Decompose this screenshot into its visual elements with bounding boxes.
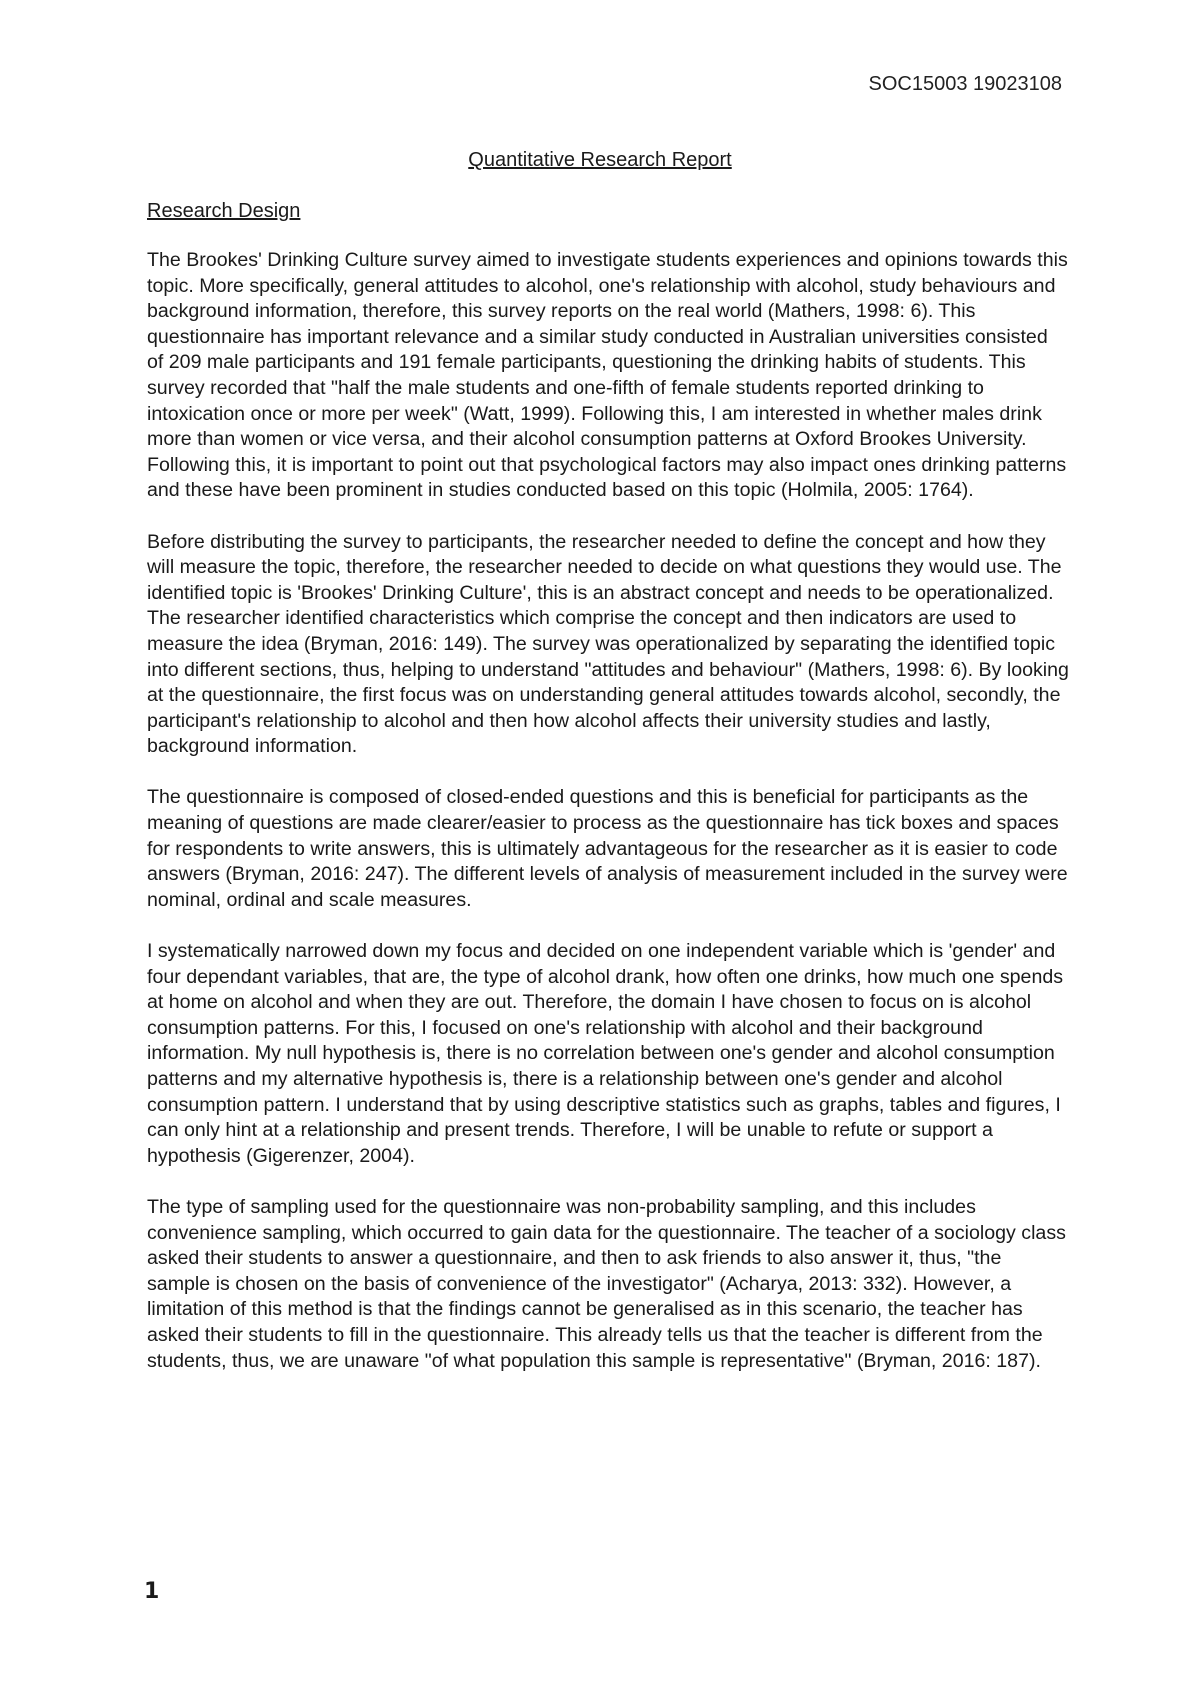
document-body <box>147 248 1069 1400</box>
paragraph-3: The questionnaire is composed of closed-ended questions and this is beneficial for participants as the meaning of questions are made clearer/easier to process as the questionnaire has tick boxes and spaces for respondents to write answers, this is ultimately advantageous for the researcher as it is easier to code answers (Bryman, 2016: 247). The different levels of analysis of measurement included in the survey were nominal, ordinal and scale measures. <box>147 786 1068 911</box>
section-heading-research-design: Research Design <box>147 200 301 222</box>
student-code-header: SOC15003 19023108 <box>868 73 1062 95</box>
paragraph-2: Before distributing the survey to participants, the researcher needed to define the concept and how they will measure the topic, therefore, the researcher needed to decide on what questions they would use. The identified topic is 'Brookes' Drinking Culture', this is an abstract concept and needs to be operationalized. The researcher identified characteristics which comprise the concept and then indicators are used to measure the idea (Bryman, 2016: 149). The survey was operationalized by separating the identified topic into different sections, thus, helping to understand "attitudes and behaviour" (Mathers, 1998: 6). By looking at the questionnaire, the first focus was on understanding general attitudes towards alcohol, secondly, the participant's relationship to alcohol and then how alcohol affects their university studies and lastly, background information. <box>147 530 1069 758</box>
paragraph-5: The type of sampling used for the questionnaire was non-probability sampling, and this includes convenience sampling, which occurred to gain data for the questionnaire. The teacher of a sociology class asked their students to answer a questionnaire, and then to ask friends to also answer it, thus, "the sample is chosen on the basis of convenience of the investigator" (Acharya, 2013: 332). However, a limitation of this method is that the findings cannot be generalised as in this scenario, the teacher has asked their students to fill in the questionnaire. This already tells us that the teacher is different from the students, thus, we are unaware "of what population this sample is representative" (Bryman, 2016: 187). <box>147 1195 1066 1372</box>
page-number: 1 <box>144 1579 160 1604</box>
page-title: Quantitative Research Report <box>468 149 732 171</box>
paragraph-1: The Brookes' Drinking Culture survey aimed to investigate students experiences and opinions towards this topic. More specifically, general attitudes to alcohol, one's relationship with alcohol, study behaviours and background information, therefore, this survey reports on the real world (Mathers, 1998: 6). This questionnaire has important relevance and a similar study conducted in Australian universities consisted of 209 male participants and 191 female participants, questioning the drinking habits of students. This survey recorded that "half the male students and one-fifth of female students reported drinking to intoxication once or more per week" (Watt, 1999). Following this, I am interested in whether males drink more than women or vice versa, and their alcohol consumption patterns at Oxford Brookes University. Following this, it is important to point out that psychological factors may also impact ones drinking patterns and these have been prominent in studies conducted based on this topic (Holmila, 2005: 1764). <box>147 249 1068 502</box>
paragraph-4: I systematically narrowed down my focus and decided on one independent variable which is 'gender' and four dependant variables, that are, the type of alcohol drank, how often one drinks, how much one spends at home on alcohol and when they are out. Therefore, the domain I have chosen to focus on is alcohol consumption patterns. For this, I focused on one's relationship with alcohol and their background information. My null hypothesis is, there is no correlation between one's gender and alcohol consumption patterns and my alternative hypothesis is, there is a relationship between one's gender and alcohol consumption pattern. I understand that by using descriptive statistics such as graphs, tables and figures, I can only hint at a relationship and present trends. Therefore, I will be unable to refute or support a hypothesis (Gigerenzer, 2004). <box>147 940 1064 1167</box>
